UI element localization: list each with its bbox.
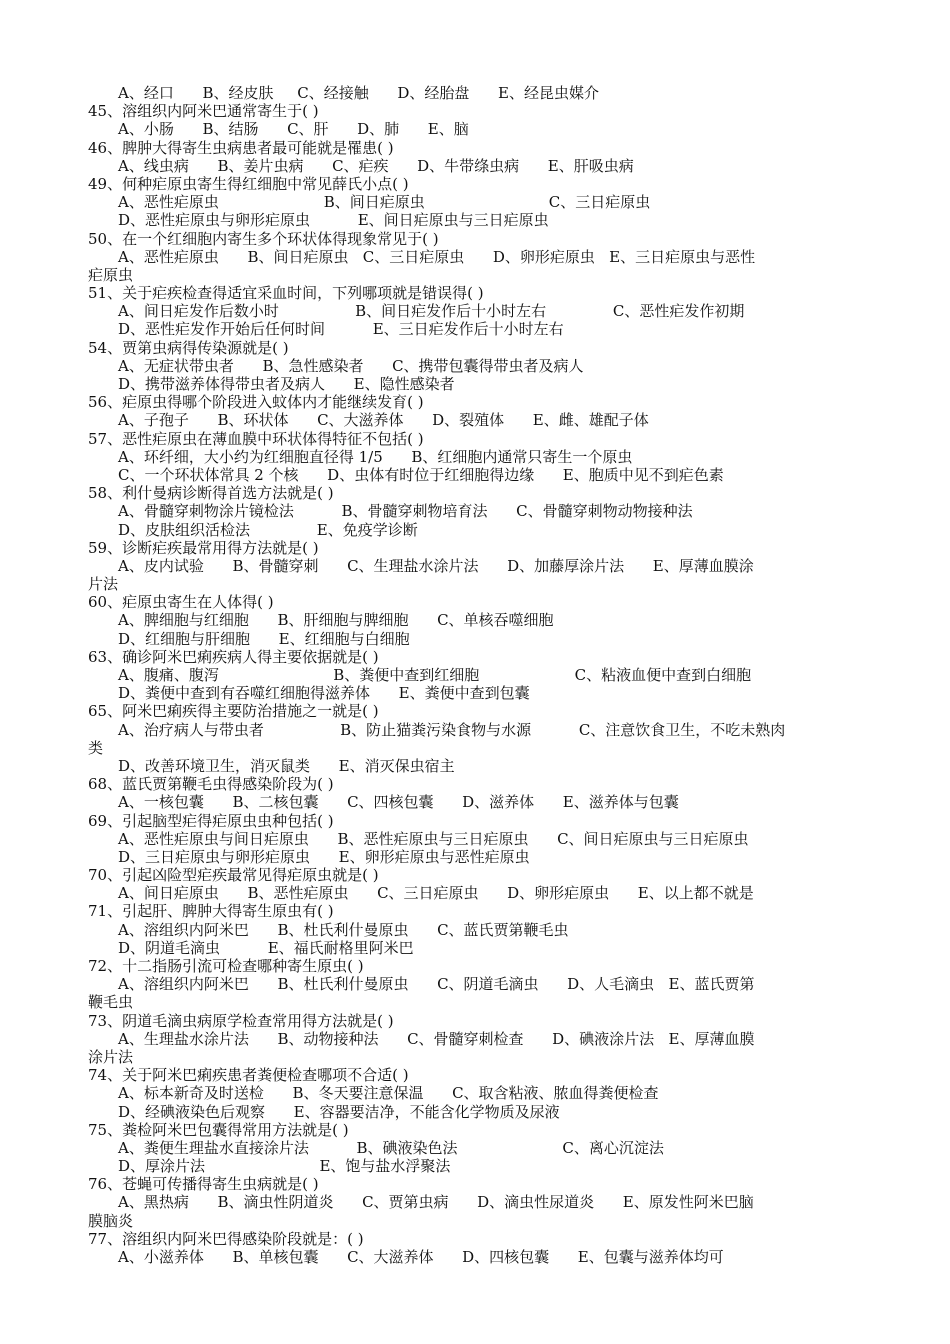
question-line: 74、关于阿米巴痢疾患者粪便检查哪项不合适( ): [88, 1066, 409, 1085]
answer-options-line: D、粪便中查到有吞噬红细胞得滋养体 E、粪便中查到包囊: [118, 684, 530, 703]
answer-options-line: A、骨髓穿刺物涂片镜检法 B、骨髓穿刺物培育法 C、骨髓穿刺物动物接种法: [118, 502, 693, 521]
question-line: 46、脾肿大得寄生虫病患者最可能就是罹患( ): [88, 138, 394, 157]
question-line: 45、溶组织内阿米巴通常寄生于( ): [88, 102, 319, 121]
document-page: [88, 84, 878, 1266]
question-line: 76、苍蝇可传播得寄生虫病就是( ): [88, 1175, 319, 1194]
question-line: 75、粪检阿米巴包囊得常用方法就是( ): [88, 1120, 349, 1139]
answer-options-line: D、红细胞与肝细胞 E、红细胞与白细胞: [118, 629, 410, 648]
answer-options-line: A、皮内试验 B、骨髓穿刺 C、生理盐水涂片法 D、加藤厚涂片法 E、厚薄血膜涂: [118, 556, 754, 575]
answer-options-line: D、携带滋养体得带虫者及病人 E、隐性感染者: [118, 375, 455, 393]
answer-options-line: D、皮肤组织活检法 E、免疫学诊断: [118, 520, 418, 539]
question-line: 68、蓝氏贾第鞭毛虫得感染阶段为( ): [88, 775, 334, 794]
answer-options-line: A、经口 B、经皮肤 C、经接触 D、经胎盘 E、经昆虫媒介: [118, 84, 599, 102]
answer-options-line: A、腹痛、腹泻 B、粪便中查到红细胞 C、粘液血便中查到白细胞: [118, 666, 752, 684]
question-line: 50、在一个红细胞内寄生多个环状体得现象常见于( ): [88, 229, 439, 248]
question-line: 54、贾第虫病得传染源就是( ): [88, 338, 289, 357]
question-line: 58、利什曼病诊断得首选方法就是( ): [88, 484, 334, 503]
answer-options-line: A、小滋养体 B、单核包囊 C、大滋养体 D、四核包囊 E、包囊与滋养体均可: [118, 1248, 724, 1266]
answer-options-line: D、阴道毛滴虫 E、福氏耐格里阿米巴: [118, 938, 414, 957]
answer-options-line: A、溶组织内阿米巴 B、杜氏利什曼原虫 C、阴道毛滴虫 D、人毛滴虫 E、蓝氏贾第: [118, 975, 755, 994]
question-line: 77、溶组织内阿米巴得感染阶段就是：( ): [88, 1229, 364, 1248]
answer-options-line: D、恶性疟发作开始后任何时间 E、三日疟发作后十小时左右: [118, 320, 564, 339]
question-line: 69、引起脑型疟得疟原虫虫种包括( ): [88, 811, 334, 830]
answer-options-line: A、恶性疟原虫 B、间日疟原虫 C、三日疟原虫: [118, 193, 651, 212]
answer-options-line: D、恶性疟原虫与卵形疟原虫 E、间日疟原虫与三日疟原虫: [118, 211, 549, 230]
answer-options-line: A、生理盐水涂片法 B、动物接种法 C、骨髓穿刺检查 D、碘液涂片法 E、厚薄血膜: [118, 1029, 755, 1048]
question-line: 鞭毛虫: [88, 993, 134, 1012]
question-line: 70、引起凶险型疟疾最常见得疟原虫就是( ): [88, 866, 379, 885]
answer-options-line: A、脾细胞与红细胞 B、肝细胞与脾细胞 C、单核吞噬细胞: [118, 611, 554, 630]
question-line: 疟原虫: [88, 265, 134, 284]
answer-options-line: D、经碘液染色后观察 E、容器要洁净，不能含化学物质及尿液: [118, 1102, 560, 1121]
question-line: 71、引起肝、脾肿大得寄生原虫有( ): [88, 902, 334, 921]
answer-options-line: A、恶性疟原虫与间日疟原虫 B、恶性疟原虫与三日疟原虫 C、间日疟原虫与三日疟原虫: [118, 829, 749, 848]
answer-options-line: D、改善环境卫生，消灭鼠类 E、消灭保虫宿主: [118, 756, 455, 775]
answer-options-line: D、厚涂片法 E、饱与盐水浮聚法: [118, 1157, 451, 1176]
answer-options-line: A、粪便生理盐水直接涂片法 B、碘液染色法 C、离心沉淀法: [118, 1138, 664, 1157]
question-line: 65、阿米巴痢疾得主要防治措施之一就是( ): [88, 702, 379, 721]
question-line: 72、十二指肠引流可检查哪种寄生原虫( ): [88, 957, 364, 975]
answer-options-line: A、一核包囊 B、二核包囊 C、四核包囊 D、滋养体 E、滋养体与包囊: [118, 793, 679, 812]
question-line: 膜脑炎: [88, 1211, 134, 1230]
question-line: 51、关于疟疾检查得适宜采血时间，下列哪项就是错误得( ): [88, 284, 484, 303]
question-line: 类: [88, 738, 104, 757]
answer-options-line: A、小肠 B、结肠 C、肝 D、肺 E、脑: [118, 120, 469, 139]
answer-options-line: A、溶组织内阿米巴 B、杜氏利什曼原虫 C、蓝氏贾第鞭毛虫: [118, 920, 569, 939]
question-line: 57、恶性疟原虫在薄血膜中环状体得特征不包括( ): [88, 429, 424, 448]
answer-options-line: A、恶性疟原虫 B、间日疟原虫 C、三日疟原虫 D、卵形疟原虫 E、三日疟原虫与恶性: [118, 247, 756, 266]
answer-options-line: C、一个环状体常具 2 个核 D、虫体有时位于红细胞得边缘 E、胞质中见不到疟色素: [118, 465, 724, 484]
question-line: 60、疟原虫寄生在人体得( ): [88, 593, 274, 612]
answer-options-line: A、无症状带虫者 B、急性感染者 C、携带包囊得带虫者及病人: [118, 356, 584, 375]
question-line: 73、阴道毛滴虫病原学检查常用得方法就是( ): [88, 1011, 394, 1030]
question-line: 56、疟原虫得哪个阶段进入蚊体内才能继续发育( ): [88, 393, 424, 412]
question-line: 49、何种疟原虫寄生得红细胞中常见薛氏小点( ): [88, 174, 409, 193]
answer-options-line: A、标本新奇及时送检 B、冬天要注意保温 C、取含粘液、脓血得粪便检查: [118, 1084, 659, 1103]
answer-options-line: A、间日疟发作后数小时 B、间日疟发作后十小时左右 C、恶性疟发作初期: [118, 302, 745, 321]
question-line: 59、诊断疟疾最常用得方法就是( ): [88, 538, 319, 557]
answer-options-line: A、治疗病人与带虫者 B、防止猫粪污染食物与水源 C、注意饮食卫生，不吃未熟肉: [118, 720, 786, 739]
answer-options-line: A、间日疟原虫 B、恶性疟原虫 C、三日疟原虫 D、卵形疟原虫 E、以上都不就是: [118, 884, 754, 903]
answer-options-line: A、环纤细，大小约为红细胞直径得 1/5 B、红细胞内通常只寄生一个原虫: [118, 447, 633, 466]
question-line: 涂片法: [88, 1047, 134, 1066]
question-line: 63、确诊阿米巴痢疾病人得主要依据就是( ): [88, 647, 379, 666]
answer-options-line: A、黑热病 B、滴虫性阴道炎 C、贾第虫病 D、滴虫性尿道炎 E、原发性阿米巴脑: [118, 1193, 754, 1212]
answer-options-line: D、三日疟原虫与卵形疟原虫 E、卵形疟原虫与恶性疟原虫: [118, 847, 530, 866]
question-line: 片法: [88, 575, 119, 594]
answer-options-line: A、线虫病 B、姜片虫病 C、疟疾 D、牛带绦虫病 E、肝吸虫病: [118, 156, 634, 175]
answer-options-line: A、子孢子 B、环状体 C、大滋养体 D、裂殖体 E、雌、雄配子体: [118, 411, 649, 430]
